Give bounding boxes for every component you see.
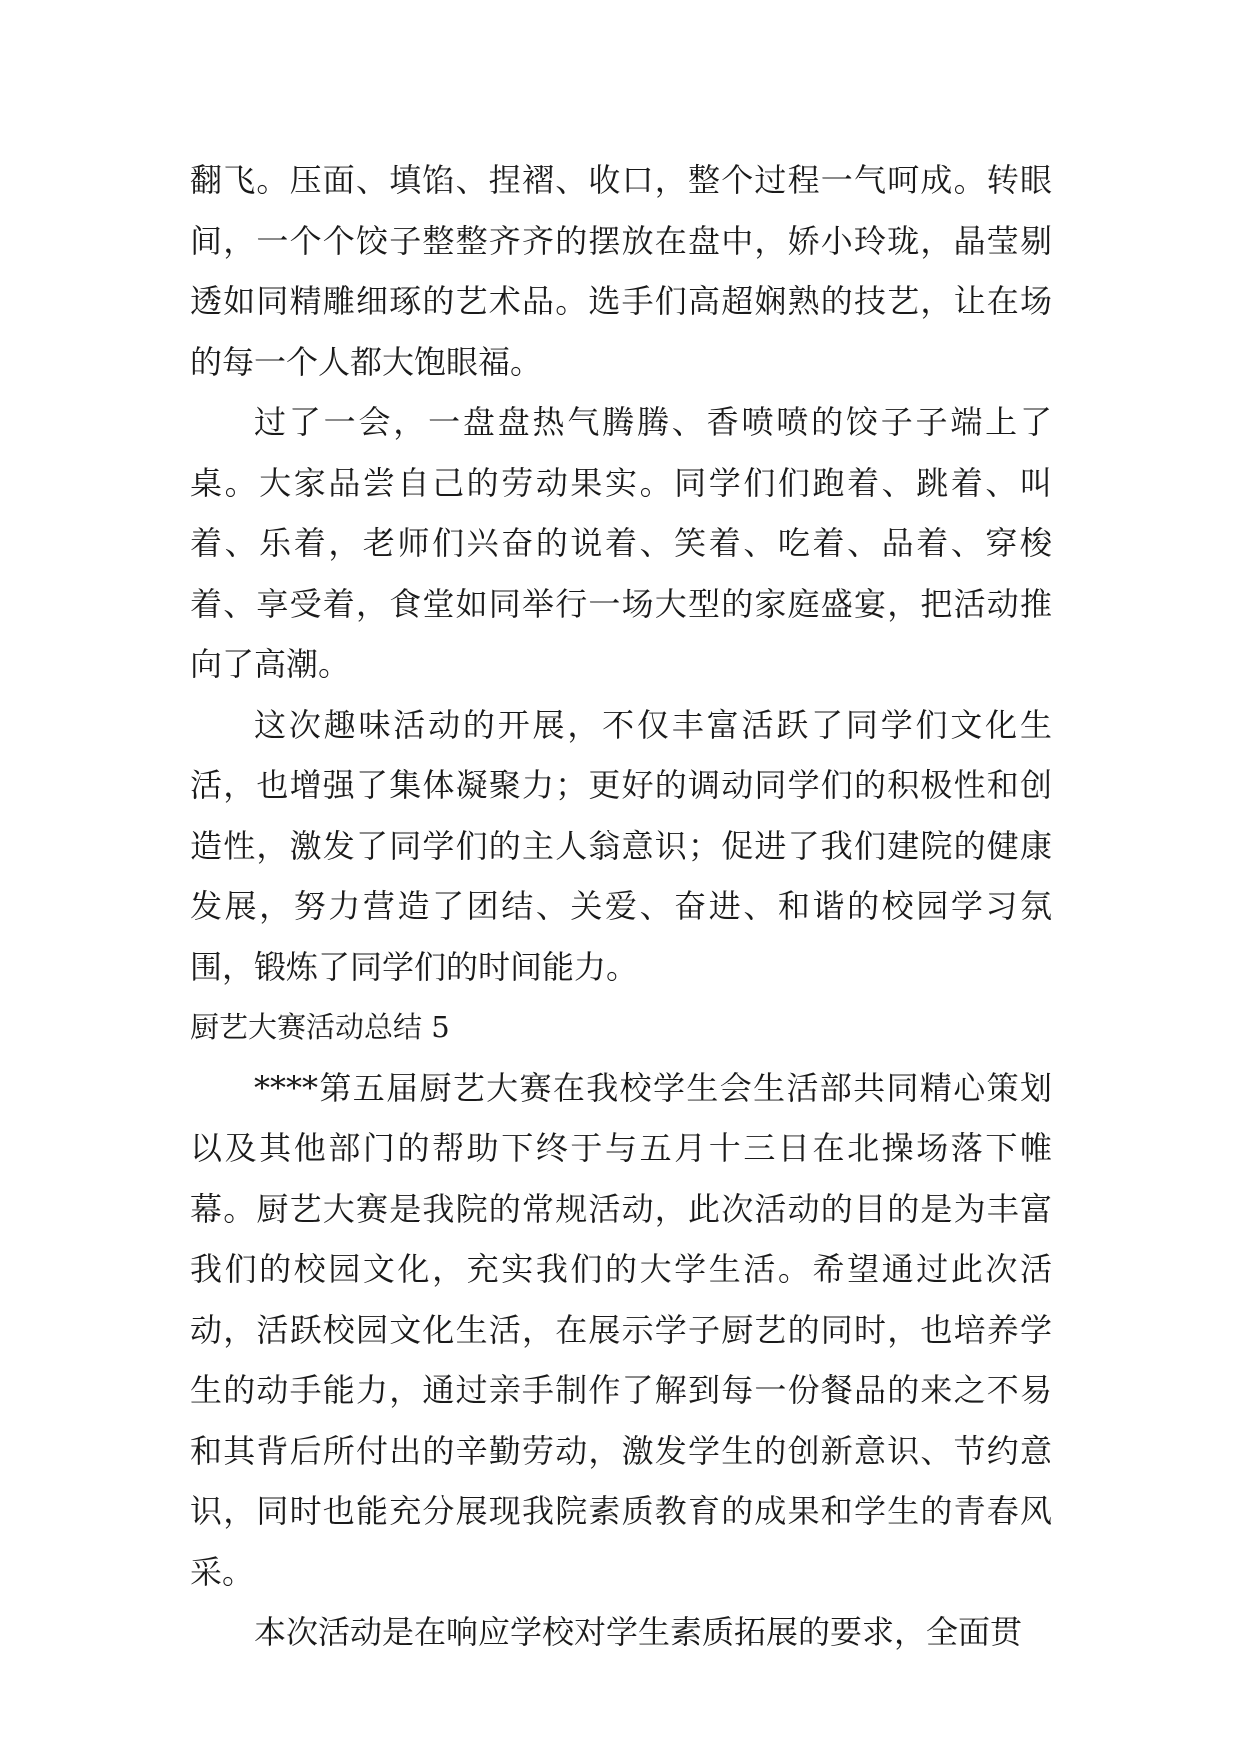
paragraph-5: 本次活动是在响应学校对学生素质拓展的要求，全面贯 bbox=[254, 1613, 1023, 1651]
section-heading: 厨艺大赛活动总结 5 bbox=[190, 1010, 450, 1044]
paragraph-3: 这次趣味活动的开展，不仅丰富活跃了同学们文化生活，也增强了集体凝聚力；更好的调动同学们的积极性和创造性，激发了同学们的主人翁意识；促进了我们建院的健康发展，努力营造了团结、关爱、奋进、和谐的校园学习氛围，锻炼了同学们的时间能力。 bbox=[190, 705, 1052, 986]
paragraph-4: ****第五届厨艺大赛在我校学生会生活部共同精心策划以及其他部门的帮助下终于与五月十三日在北操场落下帷幕。厨艺大赛是我院的常规活动，此次活动的目的是为丰富我们的校园文化，充实我们的大学生活。希望通过此次活动，活跃校园文化生活，在展示学子厨艺的同时，也培养学生的动手能力，通过亲手制作了解到每一份餐品的来之不易和其背后所付出的辛勤劳动，激发学生的创新意识、节约意识，同时也能充分展现我院素质教育的成果和学生的青春风采。 bbox=[190, 1068, 1052, 1591]
document-body bbox=[190, 150, 1052, 1663]
paragraph-1: 翻飞。压面、填馅、捏褶、收口，整个过程一气呵成。转眼间，一个个饺子整整齐齐的摆放在盘中，娇小玲珑，晶莹剔透如同精雕细琢的艺术品。选手们高超娴熟的技艺，让在场的每一个人都大饱眼福。 bbox=[190, 161, 1052, 381]
paragraph-2: 过了一会，一盘盘热气腾腾、香喷喷的饺子子端上了桌。大家品尝自己的劳动果实。同学们们跑着、跳着、叫着、乐着，老师们兴奋的说着、笑着、吃着、品着、穿梭着、享受着，食堂如同举行一场大型的家庭盛宴，把活动推向了高潮。 bbox=[190, 403, 1052, 683]
